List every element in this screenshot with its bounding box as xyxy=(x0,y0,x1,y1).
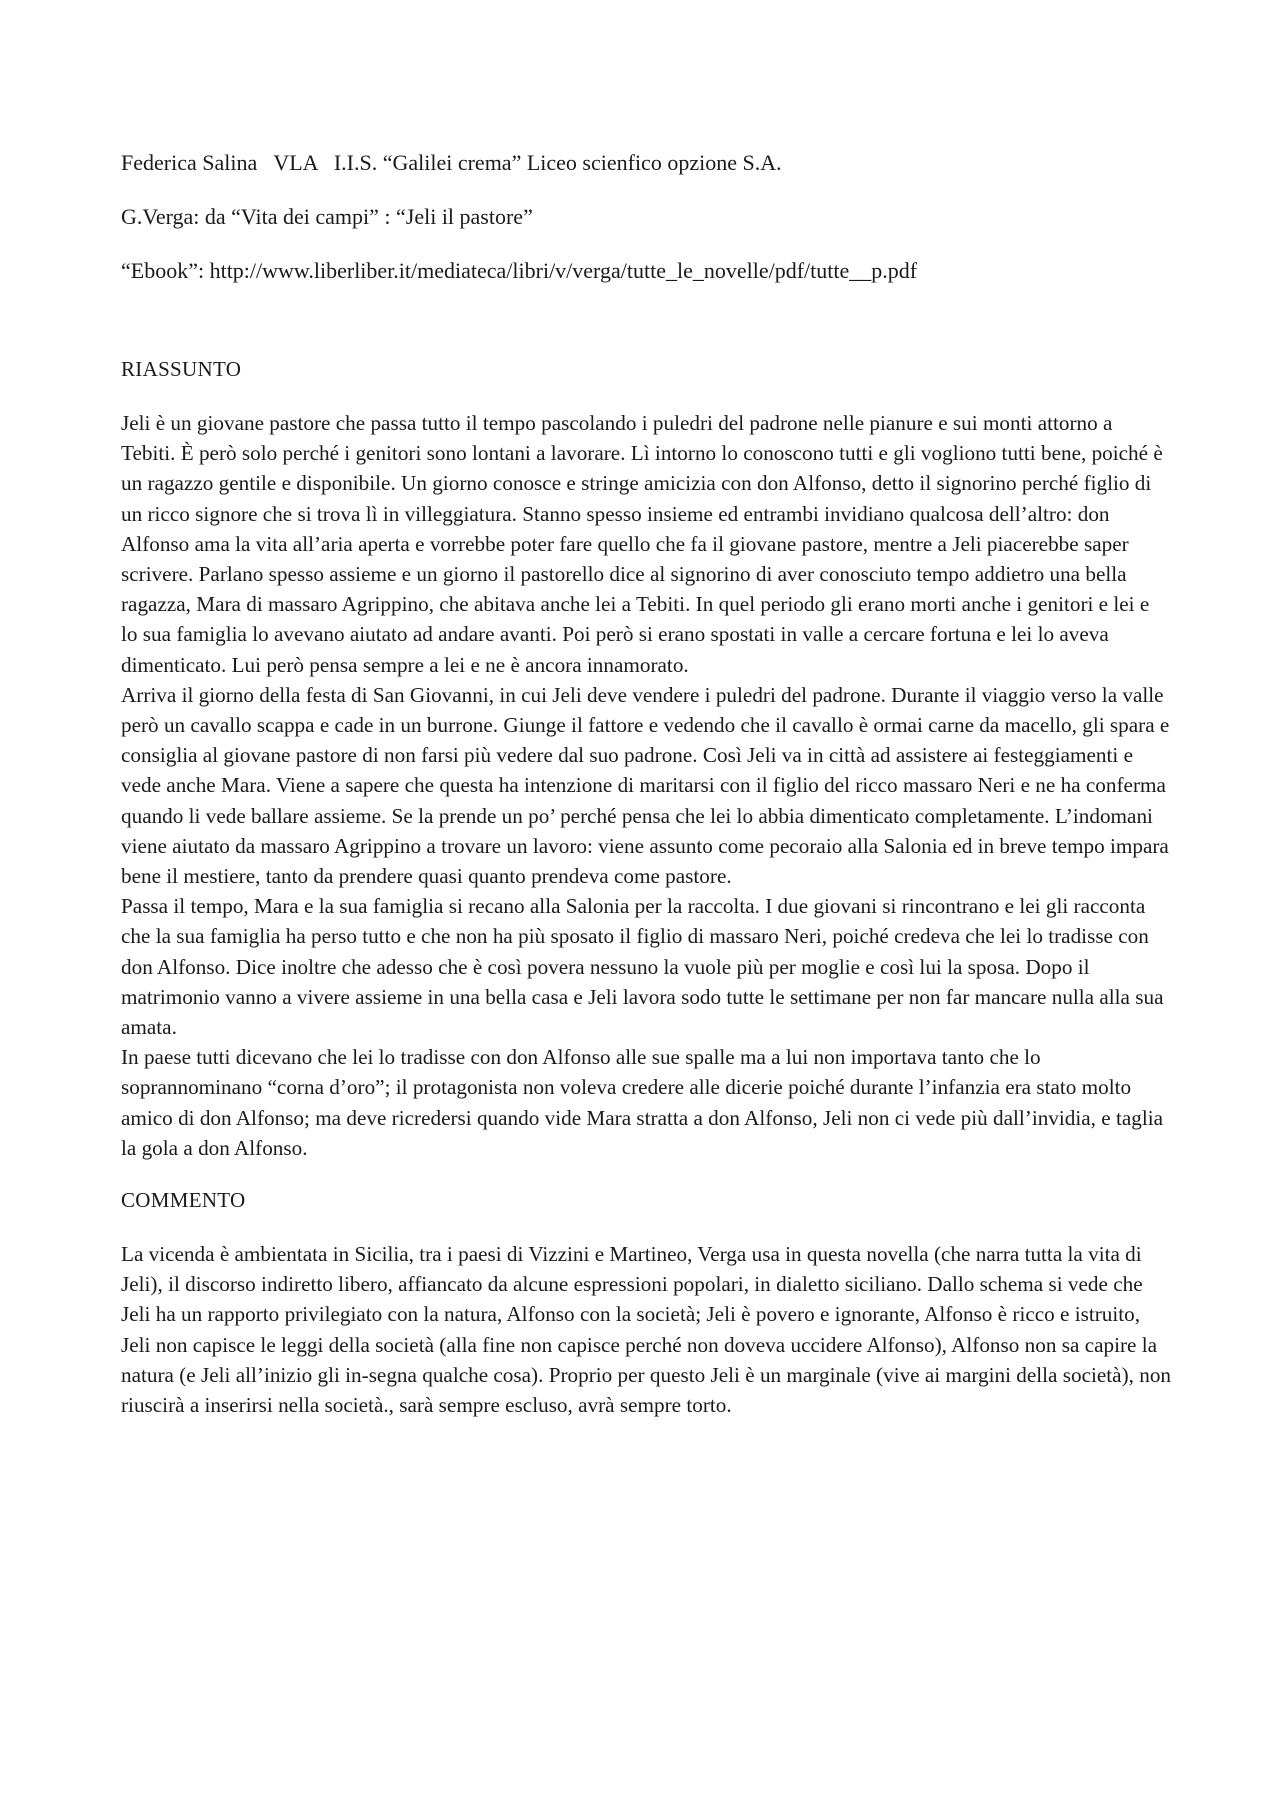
riassunto-paragraph-2: Arriva il giorno della festa di San Giovanni, in cui Jeli deve vendere i puledri del padrone. Durante il viaggio verso la valle però un cavallo scappa e cade in un burrone. Giunge il fattore e vedendo che il cavallo è ormai carne da macello, gli spara e consiglia al giovane pastore di non farsi più vedere dal suo padrone. Così Jeli va in città ad assistere ai festeggiamenti e vede anche Mara. Viene a sapere che questa ha intenzione di maritarsi con il figlio del ricco massaro Neri e ne ha conferma quando li vede ballare assieme. Se la prende un po’ perché pensa che lei lo abbia dimenticato completamente. L’indomani viene aiutato da massaro Agrippino a trovare un lavoro: viene assunto come pecoraio alla Salonia ed in breve tempo impara bene il mestiere, tanto da prendere quasi quanto prendeva come pastore. xyxy=(121,682,1170,889)
spacer xyxy=(121,1163,1171,1185)
riassunto-paragraph-4: In paese tutti dicevano che lei lo tradisse con don Alfonso alle sue spalle ma a lui non importava tanto che lo soprannominano “corna d’oro”; il protagonista non voleva credere alle dicerie poiché durante l’infanzia era stato molto amico di don Alfonso; ma deve ricredersi quando vide Mara stratta a don Alfonso, Jeli non ci vede più dall’invidia, e taglia la gola a don Alfonso. xyxy=(121,1045,1164,1160)
ebook-link-line: “Ebook”: http://www.liberliber.it/mediateca/libri/v/verga/tutte_le_novelle/pdf/tutte__p.pdf xyxy=(121,258,918,283)
source-line: G.Verga: da “Vita dei campi” : “Jeli il pastore” xyxy=(121,204,533,229)
author-line: Federica Salina VLA I.I.S. “Galilei crema” Liceo scienfico opzione S.A. xyxy=(121,150,782,175)
document-body xyxy=(121,148,1171,1420)
commento-paragraph-1: La vicenda è ambientata in Sicilia, tra i paesi di Vizzini e Martineo, Verga usa in questa novella (che narra tutta la vita di Jeli), il discorso indiretto libero, affiancato da alcune espressioni popolari, in dialetto siciliano. Dallo schema si vede che Jeli ha un rapporto privilegiato con la natura, Alfonso con la società; Jeli è povero e ignorante, Alfonso è ricco e istruito, Jeli non capisce le leggi della società (alla fine non capisce perché non doveva uccidere Alfonso), Alfonso non sa capire la natura (e Jeli all’inizio gli in-segna qualche cosa). Proprio per questo Jeli è un marginale (vive ai margini della società), non riuscirà a inserirsi nella società., sarà sempre escluso, avrà sempre torto. xyxy=(121,1242,1172,1418)
section-title-riassunto: RIASSUNTO xyxy=(121,357,242,381)
riassunto-paragraph-3: Passa il tempo, Mara e la sua famiglia si recano alla Salonia per la raccolta. I due giovani si rincontrano e lei gli racconta che la sua famiglia ha perso tutto e che non ha più sposato il figlio di massaro Neri, poiché credeva che lei lo tradisse con don Alfonso. Dice inoltre che adesso che è così povera nessuno la vuole più per moglie e così lui la sposa. Dopo il matrimonio vanno a vivere assieme in una bella casa e Jeli lavora sodo tutte le settimane per non far mancare nulla alla sua amata. xyxy=(121,894,1164,1040)
spacer xyxy=(121,286,1171,354)
riassunto-paragraph-1: Jeli è un giovane pastore che passa tutto il tempo pascolando i puledri del padrone nelle pianure e sui monti attorno a Tebiti. È però solo perché i genitori sono lontani a lavorare. Lì intorno lo conoscono tutti e gli vogliono tutti bene, poiché è un ragazzo gentile e disponibile. Un giorno conosce e stringe amicizia con don Alfonso, detto il signorino perché figlio di un ricco signore che si trova lì in villeggiatura. Stanno spesso insieme ed entrambi invidiano qualcosa dell’altro: don Alfonso ama la vita all’aria aperta e vorrebbe poter fare quello che fa il giovane pastore, mentre a Jeli piacerebbe saper scrivere. Parlano spesso assieme e un giorno il pastorello dice al signorino di aver conosciuto tempo addietro una bella ragazza, Mara di massaro Agrippino, che abitava anche lei a Tebiti. In quel periodo gli erano morti anche i genitori e lei e lo sua famiglia lo avevano aiutato ad andare avanti. Poi però si erano spostati in valle a cercare fortuna e lei lo aveva dimenticato. Lui però pensa sempre a lei e ne è ancora innamorato. xyxy=(121,411,1163,677)
section-title-commento: COMMENTO xyxy=(121,1188,246,1213)
